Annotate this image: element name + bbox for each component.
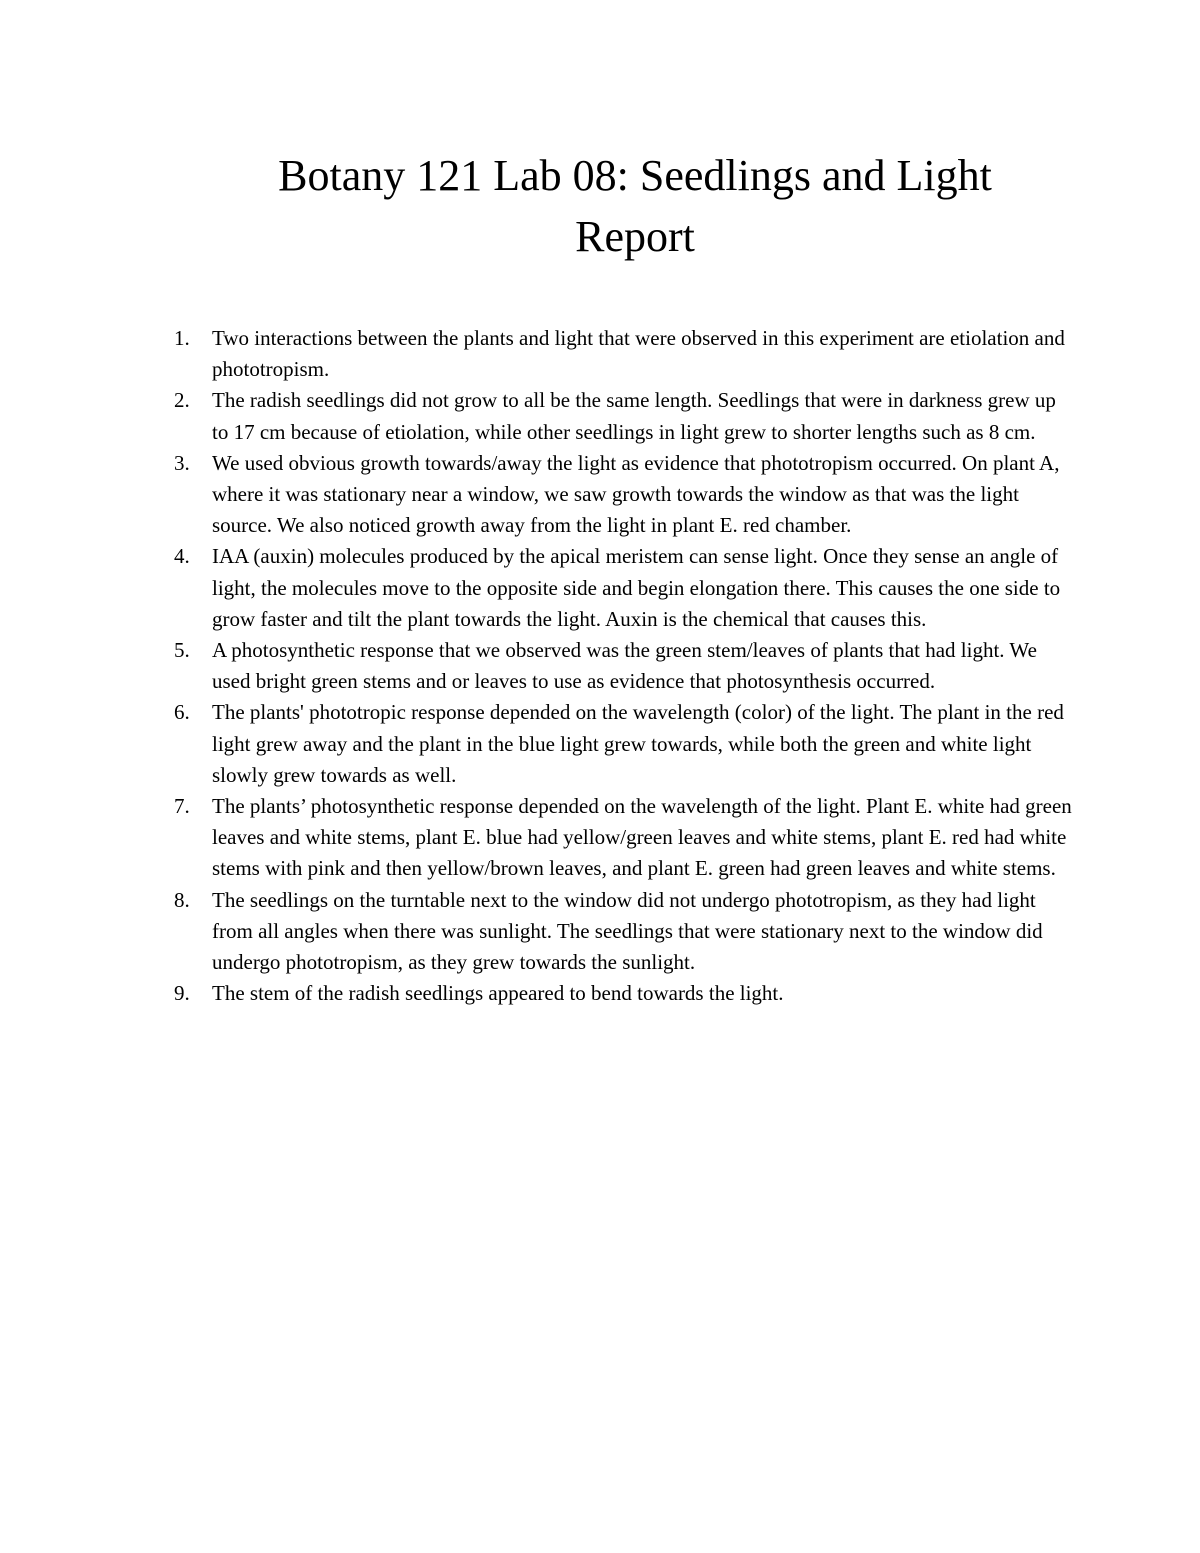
list-item-number: 5. xyxy=(174,638,190,663)
list-item-text: IAA (auxin) molecules produced by the apical meristem can sense light. Once they sense an angle of light, the molecules move to the opposite side and begin elongation there. This causes the one side to grow faster and tilt the plant towards the light. Auxin is the chemical that causes this. xyxy=(212,544,1061,631)
list-item xyxy=(172,323,1072,385)
list-item-number: 7. xyxy=(174,794,190,819)
list-item-text: The radish seedlings did not grow to all be the same length. Seedlings that were in darkness grew up to 17 cm because of etiolation, while other seedlings in light grew to shorter lengths such as 8 cm. xyxy=(212,388,1056,444)
list-item-text: The plants’ photosynthetic response depended on the wavelength of the light. Plant E. white had green leaves and white stems, plant E. blue had yellow/green leaves and white stems, plant E. red had white stems with pink and then yellow/brown leaves, and plant E. green had green leaves and white stems. xyxy=(212,794,1072,881)
list-item xyxy=(172,385,1072,447)
list-item-text: The stem of the radish seedlings appeared to bend towards the light. xyxy=(212,981,784,1006)
list-item xyxy=(172,791,1072,885)
list-item-number: 9. xyxy=(174,981,190,1006)
list-item xyxy=(172,697,1072,791)
list-item xyxy=(172,541,1072,635)
list-item-number: 2. xyxy=(174,388,190,413)
title-line-2: Report xyxy=(575,212,695,261)
list-item-text: Two interactions between the plants and light that were observed in this experiment are etiolation and phototropism. xyxy=(212,326,1065,382)
list-item xyxy=(172,885,1072,979)
list-item xyxy=(172,448,1072,542)
list-item-number: 8. xyxy=(174,887,190,912)
list-item-text: We used obvious growth towards/away the light as evidence that phototropism occurred. On plant A, where it was stationary near a window, we saw growth towards the window as that was the light source. We also noticed growth away from the light in plant E. red chamber. xyxy=(212,450,1060,538)
list-item-number: 4. xyxy=(174,544,190,569)
list-item xyxy=(172,978,1072,1009)
list-item-number: 1. xyxy=(174,326,190,350)
list-item-text: The plants' phototropic response depended on the wavelength (color) of the light. The plant in the red light grew away and the plant in the blue light grew towards, while both the green and white light slowly grew towards as well. xyxy=(212,700,1064,787)
list-item-text: A photosynthetic response that we observed was the green stem/leaves of plants that had light. We used bright green stems and or leaves to use as evidence that photosynthesis occurred. xyxy=(212,638,1037,694)
list-item-number: 6. xyxy=(174,700,190,725)
document-title xyxy=(200,145,1070,267)
list-item-text: The seedlings on the turntable next to the window did not undergo phototropism, as they had light from all angles when there was sunlight. The seedlings that were stationary next to the window did undergo phototropism, as they grew towards the sunlight. xyxy=(212,887,1043,975)
title-line-1: Botany 121 Lab 08: Seedlings and Light xyxy=(278,151,992,200)
answer-list xyxy=(172,323,1072,1009)
list-item-number: 3. xyxy=(174,450,190,475)
list-item xyxy=(172,635,1072,697)
